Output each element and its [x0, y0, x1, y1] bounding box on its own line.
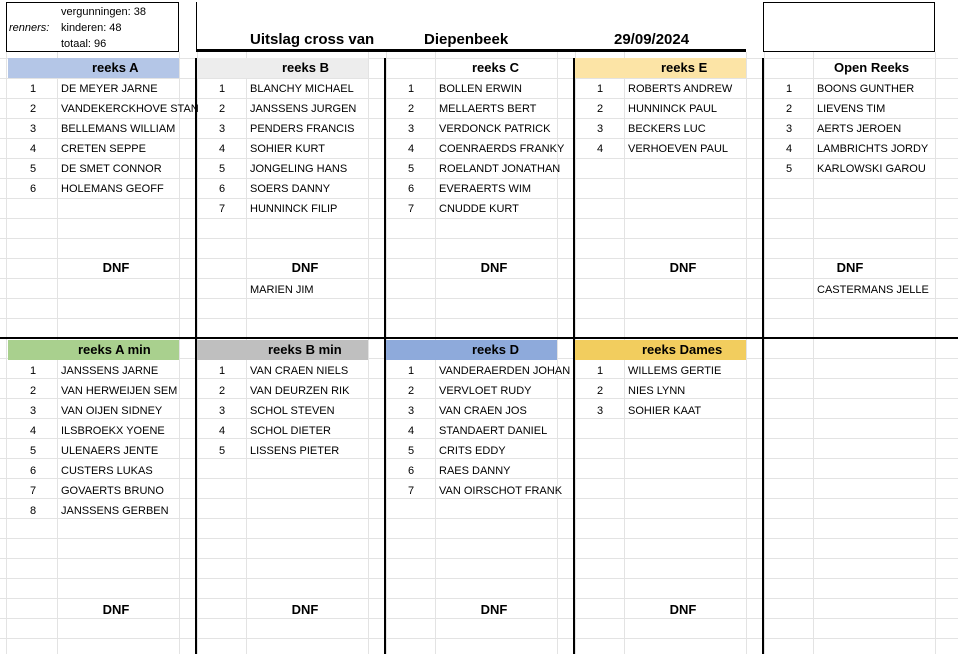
result-name: CUSTERS LUKAS	[61, 465, 153, 477]
right-box-border	[763, 51, 935, 52]
dnf-label: DNF	[669, 260, 697, 275]
result-name: ROELANDT JONATHAN	[439, 163, 561, 175]
result-name: WILLEMS GERTIE	[628, 365, 722, 377]
result-rank: 3	[218, 405, 226, 417]
header-reeks-a-min: reeks A min	[8, 340, 179, 360]
result-name: DE SMET CONNOR	[61, 163, 162, 175]
result-name: VERDONCK PATRICK	[439, 123, 551, 135]
right-box-border	[934, 2, 935, 52]
dnf-label: DNF	[836, 260, 864, 275]
title-date: 29/09/2024	[614, 31, 690, 48]
result-name: BLANCHY MICHAEL	[250, 83, 354, 95]
result-name: SOERS DANNY	[250, 183, 331, 195]
header-reeks-e: reeks E	[575, 58, 746, 78]
result-rank: 3	[407, 123, 415, 135]
result-rank: 6	[218, 183, 226, 195]
result-rank: 3	[407, 405, 415, 417]
result-rank: 4	[218, 425, 226, 437]
header-reeks-c: reeks C	[472, 60, 519, 75]
result-rank: 4	[407, 425, 415, 437]
dnf-label: DNF	[291, 602, 319, 617]
result-rank: 3	[596, 405, 604, 417]
title-box-border	[196, 2, 197, 52]
result-name: CNUDDE KURT	[439, 203, 519, 215]
result-rank: 3	[218, 123, 226, 135]
result-name: JANSSENS JURGEN	[250, 103, 357, 115]
result-rank: 1	[218, 365, 226, 377]
result-rank: 2	[407, 103, 415, 115]
result-rank: 4	[29, 143, 37, 155]
result-name: HUNNINCK FILIP	[250, 203, 338, 215]
result-name: VAN CRAEN JOS	[439, 405, 527, 417]
vergunningen-count: vergunningen: 38	[61, 6, 147, 18]
result-name: GOVAERTS BRUNO	[61, 485, 164, 497]
result-name: HOLEMANS GEOFF	[61, 183, 164, 195]
result-rank: 5	[407, 163, 415, 175]
info-box-border	[6, 51, 178, 52]
result-name: PENDERS FRANCIS	[250, 123, 355, 135]
renners-label: renners:	[9, 22, 50, 34]
result-name: VAN OIJEN SIDNEY	[61, 405, 163, 417]
result-name: ULENAERS JENTE	[61, 445, 159, 457]
info-box-border	[6, 2, 7, 52]
header-reeks-b-min: reeks B min	[197, 340, 368, 360]
right-box-border	[763, 2, 764, 52]
result-rank: 2	[218, 385, 226, 397]
result-name: CRITS EDDY	[439, 445, 506, 457]
result-name: BECKERS LUC	[628, 123, 706, 135]
info-box-border	[178, 2, 179, 52]
result-rank: 1	[596, 365, 604, 377]
result-rank: 5	[218, 163, 226, 175]
result-rank: 4	[785, 143, 793, 155]
result-rank: 1	[596, 83, 604, 95]
header-reeks-d: reeks D	[386, 340, 557, 360]
result-rank: 6	[29, 465, 37, 477]
title-location: Diepenbeek	[424, 31, 509, 48]
result-name: CRETEN SEPPE	[61, 143, 146, 155]
result-rank: 2	[218, 103, 226, 115]
result-name: VAN DEURZEN RIK	[250, 385, 350, 397]
result-name: LAMBRICHTS JORDY	[817, 143, 929, 155]
result-name: LIEVENS TIM	[817, 103, 886, 115]
title-prefix: Uitslag cross van	[250, 31, 375, 48]
header-open-reeks: Open Reeks	[834, 60, 910, 75]
dnf-label: DNF	[480, 602, 508, 617]
result-name: BELLEMANS WILLIAM	[61, 123, 176, 135]
dnf-rider-name: CASTERMANS JELLE	[817, 284, 929, 296]
result-rank: 6	[407, 183, 415, 195]
result-name: MELLAERTS BERT	[439, 103, 537, 115]
result-name: VERHOEVEN PAUL	[628, 143, 729, 155]
result-rank: 5	[407, 445, 415, 457]
dnf-label: DNF	[291, 260, 319, 275]
result-name: JONGELING HANS	[250, 163, 348, 175]
result-name: NIES LYNN	[628, 385, 686, 397]
result-rank: 3	[596, 123, 604, 135]
result-name: SOHIER KAAT	[628, 405, 702, 417]
result-name: STANDAERT DANIEL	[439, 425, 548, 437]
result-name: VAN CRAEN NIELS	[250, 365, 349, 377]
dnf-rider-name: MARIEN JIM	[250, 284, 314, 296]
result-name: JANSSENS GERBEN	[61, 505, 169, 517]
result-name: SCHOL DIETER	[250, 425, 331, 437]
header-reeks-dames: reeks Dames	[575, 340, 746, 360]
result-rank: 1	[29, 365, 37, 377]
result-rank: 6	[29, 183, 37, 195]
dnf-label: DNF	[102, 260, 130, 275]
result-rank: 7	[407, 485, 415, 497]
result-rank: 5	[218, 445, 226, 457]
info-box-border	[6, 2, 178, 3]
result-rank: 1	[785, 83, 793, 95]
result-rank: 1	[407, 83, 415, 95]
result-rank: 5	[29, 445, 37, 457]
column-divider	[762, 58, 764, 654]
result-name: KARLOWSKI GAROU	[817, 163, 926, 175]
result-name: VANDEKERCKHOVE STAN	[61, 103, 199, 115]
result-name: SCHOL STEVEN	[250, 405, 335, 417]
result-rank: 5	[29, 163, 37, 175]
title-underline	[196, 49, 746, 52]
result-name: SOHIER KURT	[250, 143, 325, 155]
result-rank: 4	[407, 143, 415, 155]
result-rank: 3	[785, 123, 793, 135]
result-rank: 7	[407, 203, 415, 215]
result-name: VAN OIRSCHOT FRANK	[439, 485, 563, 497]
result-rank: 4	[596, 143, 604, 155]
result-name: HUNNINCK PAUL	[628, 103, 718, 115]
result-rank: 2	[785, 103, 793, 115]
result-rank: 6	[407, 465, 415, 477]
dnf-label: DNF	[102, 602, 130, 617]
result-name: AERTS JEROEN	[817, 123, 902, 135]
result-rank: 5	[785, 163, 793, 175]
result-rank: 2	[29, 103, 37, 115]
dnf-label: DNF	[480, 260, 508, 275]
result-name: ROBERTS ANDREW	[628, 83, 733, 95]
result-rank: 3	[29, 405, 37, 417]
result-rank: 7	[29, 485, 37, 497]
result-name: BOLLEN ERWIN	[439, 83, 522, 95]
result-rank: 1	[29, 83, 37, 95]
result-name: RAES DANNY	[439, 465, 511, 477]
result-name: EVERAERTS WIM	[439, 183, 532, 195]
header-reeks-a: reeks A	[8, 58, 179, 78]
result-rank: 1	[218, 83, 226, 95]
result-rank: 7	[218, 203, 226, 215]
result-name: BOONS GUNTHER	[817, 83, 915, 95]
result-rank: 2	[29, 385, 37, 397]
result-name: VANDERAERDEN JOHAN	[439, 365, 571, 377]
result-rank: 4	[218, 143, 226, 155]
result-name: VERVLOET RUDY	[439, 385, 532, 397]
result-rank: 3	[29, 123, 37, 135]
header-reeks-b: reeks B	[197, 58, 368, 78]
result-name: ILSBROEKX YOENE	[61, 425, 165, 437]
result-name: DE MEYER JARNE	[61, 83, 158, 95]
right-box-border	[763, 2, 935, 3]
result-rank: 2	[407, 385, 415, 397]
kinderen-count: kinderen: 48	[61, 22, 122, 34]
result-name: JANSSENS JARNE	[61, 365, 159, 377]
result-rank: 8	[29, 505, 37, 517]
section-divider	[0, 337, 958, 339]
result-name: LISSENS PIETER	[250, 445, 340, 457]
result-name: VAN HERWEIJEN SEM	[61, 385, 178, 397]
dnf-label: DNF	[669, 602, 697, 617]
result-rank: 2	[596, 103, 604, 115]
result-rank: 1	[407, 365, 415, 377]
result-name: COENRAERDS FRANKY	[439, 143, 565, 155]
totaal-count: totaal: 96	[61, 38, 107, 50]
result-rank: 2	[596, 385, 604, 397]
result-rank: 4	[29, 425, 37, 437]
